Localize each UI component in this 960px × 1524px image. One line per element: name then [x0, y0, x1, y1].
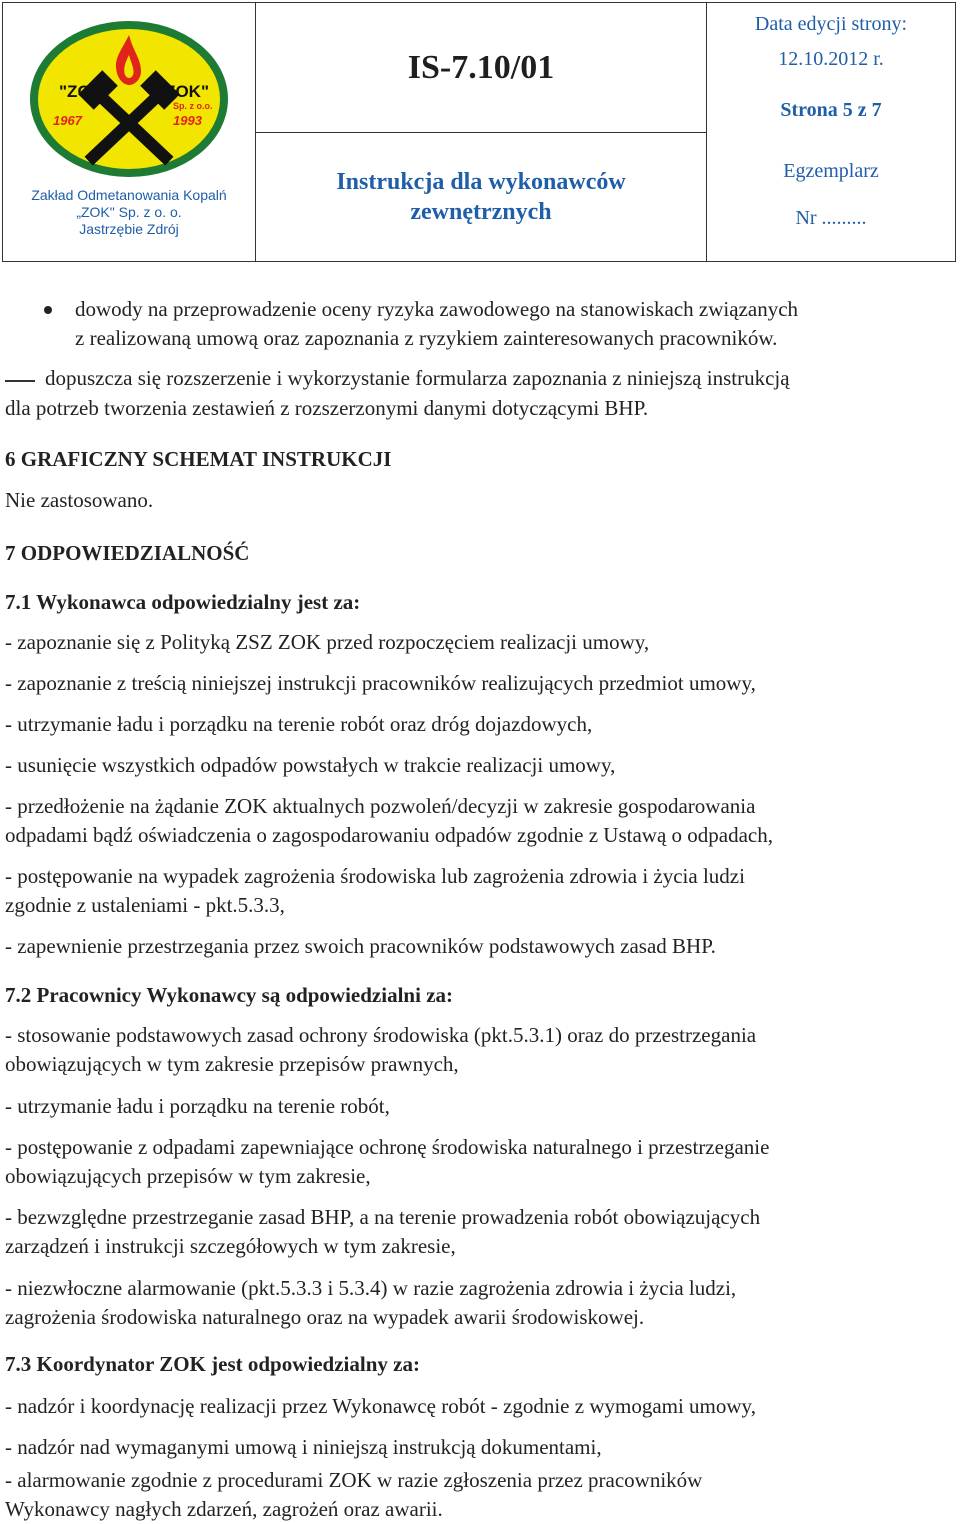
- list-item: - utrzymanie ładu i porządku na terenie robót,: [5, 1094, 390, 1118]
- bullet-line: dowody na przeprowadzenie oceny ryzyka zawodowego na stanowiskach związanych: [75, 297, 799, 321]
- section-6-heading: 6 GRAFICZNY SCHEMAT INSTRUKCJI: [5, 447, 392, 471]
- logo-left-badge: "ZOK": [59, 82, 112, 101]
- list-item: - bezwzględne przestrzeganie zasad BHP, a na terenie prowadzenia robót obowiązujących: [5, 1205, 761, 1229]
- bullet-icon: [44, 306, 52, 314]
- page-number: Strona 5 z 7: [780, 99, 882, 121]
- list-item: - nadzór i koordynację realizacji przez Wykonawcę robót - zgodnie z wymogami umowy,: [5, 1394, 756, 1418]
- section-6-text: Nie zastosowano.: [5, 488, 154, 512]
- header-title-cell: [256, 3, 707, 261]
- logo-right-sub: Sp. z o.o.: [173, 101, 213, 111]
- list-item: - usunięcie wszystkich odpadów powstałych w trakcie realizacji umowy,: [5, 753, 616, 777]
- list-item: - nadzór nad wymaganymi umową i niniejszą instrukcją dokumentami,: [5, 1435, 602, 1459]
- document-title: [256, 133, 706, 261]
- list-item: - utrzymanie ładu i porządku na terenie robót oraz dróg dojazdowych,: [5, 712, 593, 736]
- section-7-heading: 7 ODPOWIEDZIALNOŚĆ: [5, 541, 250, 565]
- company-line: Jastrzębie Zdrój: [79, 221, 179, 237]
- list-item: Wykonawcy nagłych zdarzeń, zagrożeń oraz awarii.: [5, 1497, 443, 1521]
- document-title-line: zewnętrznych: [410, 199, 552, 225]
- list-item: - niezwłoczne alarmowanie (pkt.5.3.3 i 5.3.4) w razie zagrożenia zdrowia i życia ludzi,: [5, 1276, 737, 1300]
- document-title-line: Instrukcja dla wykonawców: [336, 169, 626, 195]
- bullet-line: z realizowaną umową oraz zapoznania z ryzykiem zainteresowanych pracowników.: [75, 326, 778, 350]
- subsection-7-1-heading: 7.1 Wykonawca odpowiedzialny jest za:: [5, 590, 361, 614]
- list-item: odpadami bądź oświadczenia o zagospodarowaniu odpadów zgodnie z Ustawą o odpadach,: [5, 823, 773, 847]
- list-item: zarządzeń i instrukcji szczegółowych w tym zakresie,: [5, 1234, 456, 1258]
- company-logo: [27, 17, 231, 181]
- edit-date-label: Data edycji strony:: [754, 13, 908, 35]
- header-meta-cell: [707, 3, 955, 261]
- paragraph-line: dla potrzeb tworzenia zestawień z rozszerzonymi danymi dotyczącymi BHP.: [5, 396, 649, 420]
- document-header: [2, 2, 956, 262]
- logo-right-badge: "ZOK": [157, 82, 210, 101]
- document-code: IS-7.10/01: [256, 3, 706, 133]
- list-item: - zapoznanie się z Polityką ZSZ ZOK przed rozpoczęciem realizacji umowy,: [5, 630, 650, 654]
- logo-left-year: 1967: [53, 113, 82, 128]
- list-item: zgodnie z ustaleniami - pkt.5.3.3,: [5, 893, 285, 917]
- copy-number: Nr .........: [795, 207, 867, 229]
- list-item: - zapewnienie przestrzegania przez swoich pracowników podstawowych zasad BHP.: [5, 934, 716, 958]
- subsection-7-3-heading: 7.3 Koordynator ZOK jest odpowiedzialny za:: [5, 1352, 420, 1376]
- list-item: - postępowanie na wypadek zagrożenia środowiska lub zagrożenia zdrowia i życia ludzi: [5, 864, 745, 888]
- paragraph-line: dopuszcza się rozszerzenie i wykorzystanie formularza zapoznania z niniejszą instrukcją: [45, 366, 790, 390]
- list-item: obowiązujących w tym zakresie przepisów prawnych,: [5, 1052, 459, 1076]
- list-item: - zapoznanie z treścią niniejszej instrukcji pracowników realizujących przedmiot umowy,: [5, 671, 756, 695]
- header-logo-cell: [3, 3, 256, 261]
- list-item: - przedłożenie na żądanie ZOK aktualnych pozwoleń/decyzji w zakresie gospodarowania: [5, 794, 756, 818]
- list-item: - alarmowanie zgodnie z procedurami ZOK w razie zgłoszenia przez pracowników: [5, 1468, 703, 1492]
- list-item: - stosowanie podstawowych zasad ochrony środowiska (pkt.5.3.1) oraz do przestrzegania: [5, 1023, 757, 1047]
- edit-date: 12.10.2012 r.: [778, 48, 884, 70]
- company-line: „ZOK" Sp. z o. o.: [76, 204, 182, 220]
- list-item: zagrożenia środowiska naturalnego oraz na wypadek awarii środowiskowej.: [5, 1305, 645, 1329]
- copy-label: Egzemplarz: [783, 160, 879, 182]
- company-name: [3, 187, 255, 238]
- company-line: Zakład Odmetanowania Kopalń: [31, 187, 227, 203]
- list-item: obowiązujących przepisów w tym zakresie,: [5, 1164, 371, 1188]
- logo-right-year: 1993: [173, 113, 202, 128]
- subsection-7-2-heading: 7.2 Pracownicy Wykonawcy są odpowiedzialni za:: [5, 983, 454, 1007]
- dash-icon: [5, 380, 35, 382]
- list-item: - postępowanie z odpadami zapewniające ochronę środowiska naturalnego i przestrzeganie: [5, 1135, 770, 1159]
